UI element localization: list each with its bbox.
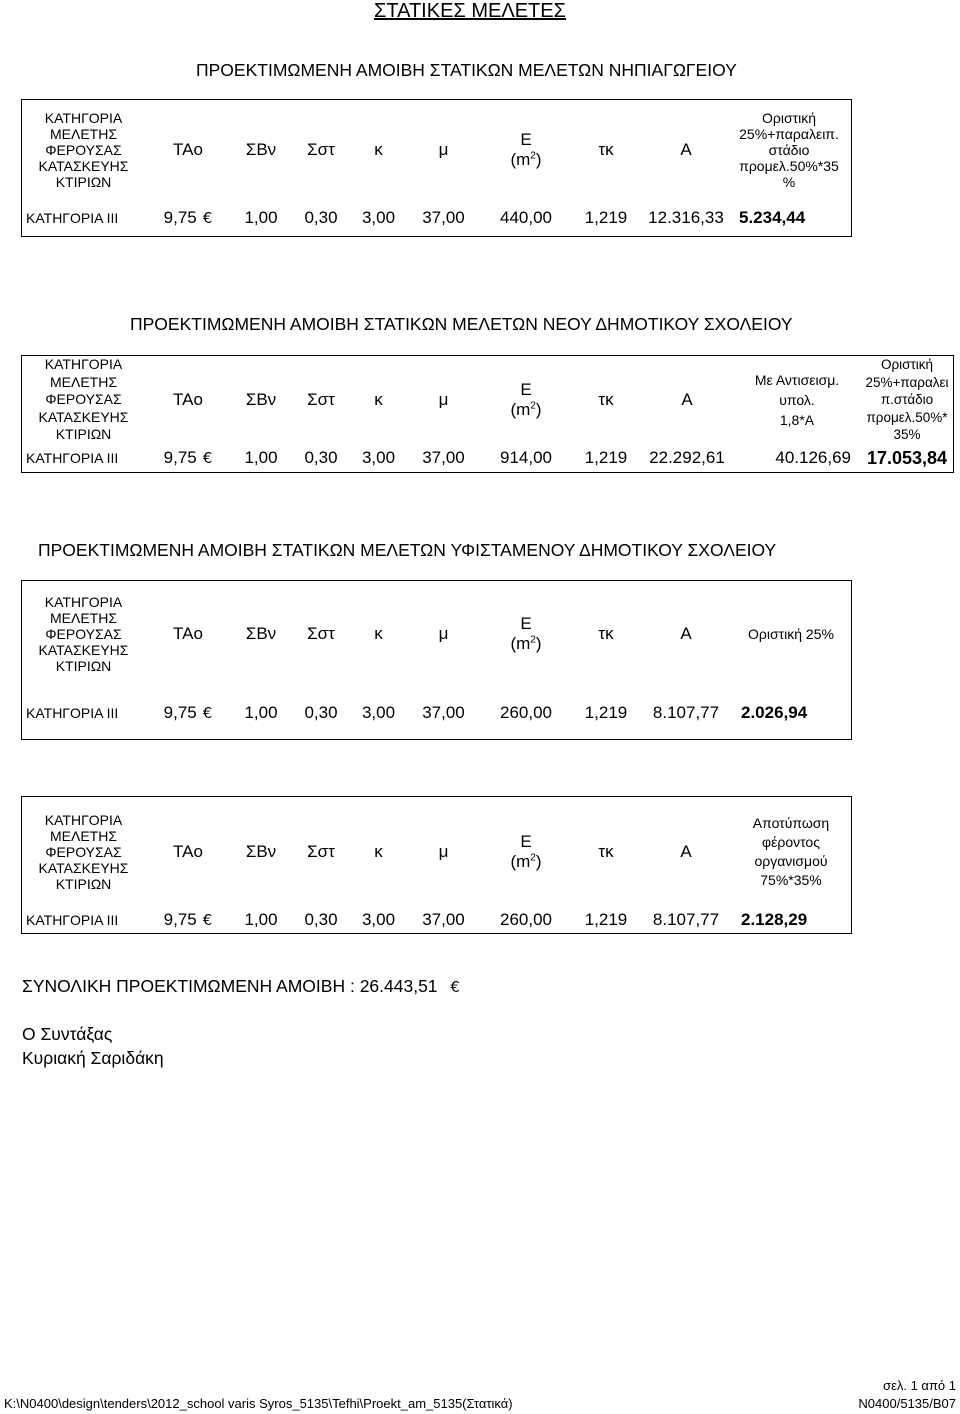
page-title: ΣΤΑΤΙΚΕΣ ΜΕΛΕΤΕΣ (374, 0, 566, 22)
cell-tao: 9,75 € (163, 703, 213, 723)
cell-sbv: 1,00 (244, 703, 278, 723)
header-sbv: ΣΒν (245, 140, 277, 160)
header-k: κ (374, 140, 383, 160)
cell-sbv: 1,00 (244, 208, 278, 228)
header-tao: ΤΑο (173, 140, 203, 160)
header-tk: τκ (598, 390, 614, 410)
header-tk: τκ (598, 140, 614, 160)
cell-a: 22.292,61 (649, 448, 725, 468)
row-category-label: ΚΑΤΗΓΟΡΙΑ ΙΙΙ (26, 209, 119, 226)
header-tao: ΤΑο (173, 624, 203, 644)
cell-sst: 0,30 (304, 448, 338, 468)
header-category: ΚΑΤΗΓΟΡΙΑ ΜΕΛΕΤΗΣ ΦΕΡΟΥΣΑΣ ΚΑΤΑΣΚΕΥΗΣ ΚΤΙΡΙΩΝ (38, 811, 129, 893)
cell-k: 3,00 (361, 208, 396, 228)
cell-m: 37,00 (422, 208, 465, 228)
cell-e: 914,00 (500, 448, 552, 468)
header-m: μ (438, 624, 449, 644)
header-sbv: ΣΒν (245, 390, 277, 410)
section-title-new-primary-school: ΠΡΟΕΚΤΙΜΩΜΕΝΗ ΑΜΟΙΒΗ ΣΤΑΤΙΚΩΝ ΜΕΛΕΤΩΝ ΝΕΟΥ ΔΗΜΟΤΙΚΟΥ ΣΧΟΛΕΙΟΥ (130, 314, 793, 334)
cell-tk: 1,219 (584, 208, 628, 228)
header-structural-survey: Αποτύπωση φέροντος οργανισμού 75%*35% (752, 815, 830, 888)
header-sbv: ΣΒν (245, 842, 277, 862)
author-name: Κυριακή Σαριδάκη (22, 1048, 164, 1068)
fee-table-new-primary-school (22, 356, 953, 472)
header-e: Ε $(m^2)$ (510, 832, 542, 871)
cell-a: 8.107,77 (652, 910, 720, 930)
cell-sst: 0,30 (304, 703, 338, 723)
header-sst: Σστ (307, 624, 335, 644)
cell-structural-survey: 2.128,29 (741, 910, 808, 930)
cell-final-study: 2.026,94 (741, 703, 808, 723)
cell-a: 8.107,77 (652, 703, 720, 723)
header-a: Α (680, 624, 692, 644)
header-m: μ (438, 842, 449, 862)
header-a: Α (680, 842, 692, 862)
row-category-label: ΚΑΤΗΓΟΡΙΑ ΙΙΙ (26, 704, 119, 721)
euro-icon: € (450, 978, 460, 996)
header-tao: ΤΑο (173, 842, 203, 862)
header-tk: τκ (598, 624, 614, 644)
header-k: κ (374, 390, 383, 410)
header-sbv: ΣΒν (245, 624, 277, 644)
cell-m: 37,00 (422, 910, 465, 930)
cell-tao: 9,75 € (163, 448, 213, 468)
header-a: Α (681, 390, 693, 410)
author-role: Ο Συντάξας (22, 1024, 113, 1044)
header-final-study: Οριστική 25%+παραλειπ. στάδιο προμελ.50%*35 % (739, 109, 839, 191)
header-m: μ (438, 390, 449, 410)
header-k: κ (374, 842, 383, 862)
header-seismic-calc: Με Αντισεισμ. υπολ. 1,8*Α (754, 372, 840, 428)
total-fee-value: 26.443,51 (359, 976, 438, 996)
header-m: μ (438, 140, 449, 160)
document-code: N0400/5135/B07 (858, 1396, 956, 1411)
header-e: Ε $(m^2)$ (510, 380, 542, 419)
cell-a: 12.316,33 (648, 208, 724, 228)
total-fee (22, 976, 460, 997)
cell-tk: 1,219 (584, 910, 628, 930)
header-sst: Σστ (307, 140, 335, 160)
cell-k: 3,00 (361, 703, 396, 723)
page-number: σελ. 1 από 1 (883, 1378, 956, 1393)
header-sst: Σστ (307, 842, 335, 862)
cell-e: 260,00 (500, 703, 552, 723)
section-title-existing-primary-school: ΠΡΟΕΚΤΙΜΩΜΕΝΗ ΑΜΟΙΒΗ ΣΤΑΤΙΚΩΝ ΜΕΛΕΤΩΝ ΥΦΙΣΤΑΜΕΝΟΥ ΔΗΜΟΤΙΚΟΥ ΣΧΟΛΕΙΟΥ (38, 540, 777, 560)
cell-tk: 1,219 (584, 448, 628, 468)
cell-tao: 9,75 € (163, 910, 213, 930)
header-category: ΚΑΤΗΓΟΡΙΑ ΜΕΛΕΤΗΣ ΦΕΡΟΥΣΑΣ ΚΑΤΑΣΚΕΥΗΣ ΚΤΙΡΙΩΝ (38, 109, 129, 191)
header-tao: ΤΑο (173, 390, 203, 410)
fee-table-existing-primary-school (22, 581, 851, 739)
header-e: Ε $(m^2)$ (510, 130, 542, 169)
cell-k: 3,00 (361, 910, 396, 930)
section-title-kindergarten: ΠΡΟΕΚΤΙΜΩΜΕΝΗ ΑΜΟΙΒΗ ΣΤΑΤΙΚΩΝ ΜΕΛΕΤΩΝ ΝΗΠΙΑΓΩΓΕΙΟΥ (196, 60, 737, 80)
row-category-label: ΚΑΤΗΓΟΡΙΑ ΙΙΙ (26, 911, 119, 928)
cell-e: 260,00 (500, 910, 552, 930)
header-tk: τκ (598, 842, 614, 862)
header-e: Ε $(m^2)$ (510, 614, 542, 653)
header-k: κ (374, 624, 383, 644)
cell-m: 37,00 (422, 448, 465, 468)
row-category-label: ΚΑΤΗΓΟΡΙΑ ΙΙΙ (26, 449, 119, 466)
cell-tao: 9,75 € (163, 208, 213, 228)
header-final-study: Οριστική 25%+παραλει π.στάδιο προμελ.50%* 35% (865, 357, 949, 443)
cell-sbv: 1,00 (244, 448, 278, 468)
cell-seismic-calc: 40.126,69 (775, 448, 851, 468)
cell-k: 3,00 (361, 448, 396, 468)
header-category: ΚΑΤΗΓΟΡΙΑ ΜΕΛΕΤΗΣ ΦΕΡΟΥΣΑΣ ΚΑΤΑΣΚΕΥΗΣ ΚΤΙΡΙΩΝ (38, 356, 129, 443)
file-path: K:\N0400\design\tenders\2012_school varis Syros_5135\Tefhi\Proekt_am_5135(Στατικά) (4, 1396, 513, 1411)
header-category: ΚΑΤΗΓΟΡΙΑ ΜΕΛΕΤΗΣ ΦΕΡΟΥΣΑΣ ΚΑΤΑΣΚΕΥΗΣ ΚΤΙΡΙΩΝ (38, 593, 129, 675)
cell-sst: 0,30 (304, 208, 338, 228)
cell-m: 37,00 (422, 703, 465, 723)
header-sst: Σστ (307, 390, 335, 410)
cell-final-study: 5.234,44 (739, 208, 806, 228)
cell-tk: 1,219 (584, 703, 628, 723)
fee-table-kindergarten (22, 100, 851, 236)
cell-sbv: 1,00 (244, 910, 278, 930)
header-final-study: Οριστική 25% (748, 625, 834, 642)
cell-final-study: 17.053,84 (866, 447, 948, 468)
total-fee-label: ΣΥΝΟΛΙΚΗ ΠΡΟΕΚΤΙΜΩΜΕΝΗ ΑΜΟΙΒΗ : (22, 976, 355, 996)
header-a: Α (680, 140, 692, 160)
cell-sst: 0,30 (304, 910, 338, 930)
fee-table-structural-survey (22, 797, 851, 933)
cell-e: 440,00 (500, 208, 552, 228)
